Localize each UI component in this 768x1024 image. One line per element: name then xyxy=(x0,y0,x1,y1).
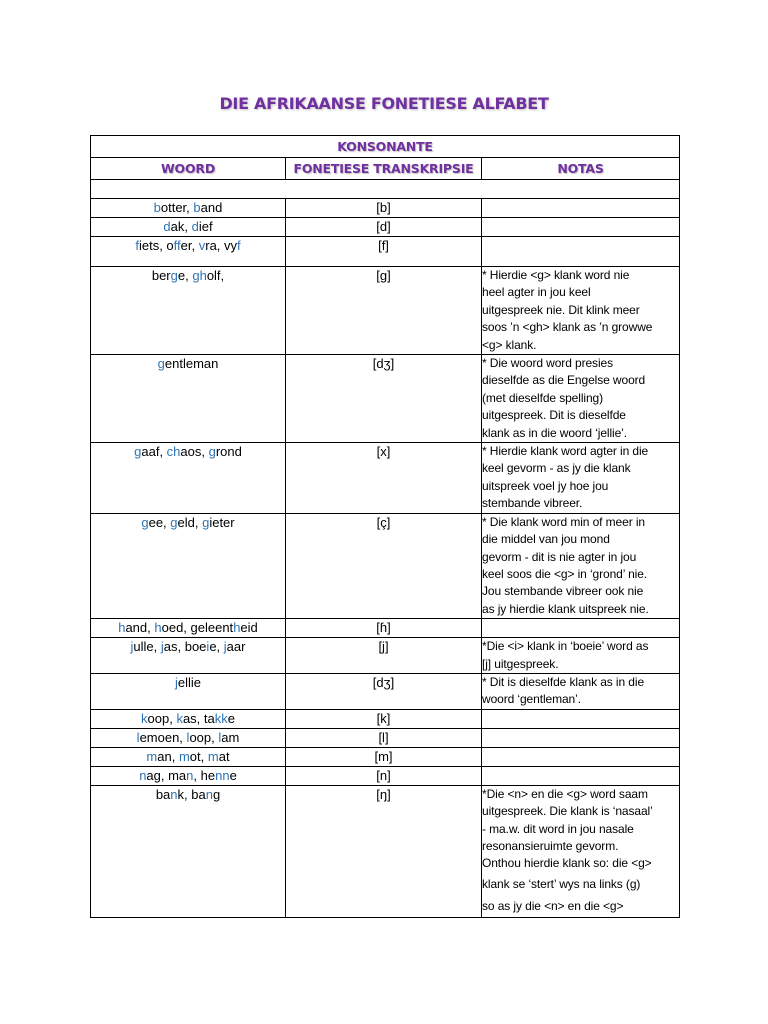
notes-cell xyxy=(482,218,680,237)
note-line: dieselfde as die Engelse woord xyxy=(482,373,646,388)
note-line: * Dit is dieselfde klank as in die xyxy=(482,674,645,689)
highlighted-letters: g xyxy=(208,444,216,460)
word-text: e, xyxy=(209,639,224,655)
table-body xyxy=(91,199,680,918)
word-text: k, ba xyxy=(177,786,206,802)
word-text: as, ta xyxy=(182,710,215,726)
note-line: Jou stembande vibreer ook nie xyxy=(482,584,644,599)
note-line: * Die woord word presies xyxy=(482,356,613,371)
transcription-cell: [j] xyxy=(286,638,482,674)
highlighted-letters: h xyxy=(233,620,241,636)
word-text: as, boe xyxy=(163,639,207,655)
word-text: ag, ma xyxy=(146,767,187,783)
notes-cell xyxy=(482,237,680,267)
note-line: stembande vibreer. xyxy=(482,496,583,511)
transcription-cell: [f] xyxy=(286,237,482,267)
word-text: oed, geleent xyxy=(161,620,234,636)
highlighted-letters: kk xyxy=(214,710,228,726)
table-row xyxy=(91,638,680,674)
transcription-cell: [x] xyxy=(286,443,482,514)
highlighted-letters: m xyxy=(178,748,190,764)
word-text: , he xyxy=(193,767,216,783)
note-line: Onthou hierdie klank so: die <g> xyxy=(482,856,652,871)
note-line: * Hierdie <g> klank word nie xyxy=(482,268,630,282)
table-row xyxy=(91,673,680,709)
highlighted-letters: b xyxy=(153,200,161,215)
notes-cell xyxy=(482,785,680,917)
note-line: uitgespreek. Die klank is ‘nasaal’ xyxy=(482,804,653,819)
notes-cell xyxy=(482,673,680,709)
transcription-cell: [ɦ] xyxy=(286,619,482,638)
highlighted-letters: n xyxy=(170,786,178,802)
word-text: an, xyxy=(157,748,179,764)
notes-cell xyxy=(482,619,680,638)
transcription-cell: [dʒ] xyxy=(286,355,482,443)
table-row xyxy=(91,199,680,218)
word-text: emoen, xyxy=(139,729,187,745)
highlighted-letters: h xyxy=(154,620,162,636)
note-line: uitgespreek nie. Dit klink meer xyxy=(482,302,640,317)
highlighted-letters: g xyxy=(170,514,178,530)
word-cell xyxy=(91,619,286,638)
word-text: ra, vy xyxy=(205,238,238,253)
note-line: *Die <i> klank in ‘boeie’ word as xyxy=(482,639,649,654)
word-text: ellie xyxy=(177,674,201,690)
transcription-cell: [k] xyxy=(286,709,482,728)
spacer-cell xyxy=(91,180,680,199)
word-text: oop, xyxy=(147,710,177,726)
note-line: as jy hierdie klank uitspreek nie. xyxy=(482,601,649,616)
word-text: otter, xyxy=(160,200,194,215)
word-cell xyxy=(91,709,286,728)
highlighted-letters: ff xyxy=(173,238,181,253)
table-row xyxy=(91,728,680,747)
word-cell xyxy=(91,638,286,674)
word-text: at xyxy=(218,748,230,764)
word-text: ief xyxy=(198,219,213,234)
table-row xyxy=(91,709,680,728)
word-text: oop, xyxy=(189,729,219,745)
word-cell xyxy=(91,513,286,618)
highlighted-letters: g xyxy=(202,514,210,530)
word-text: am xyxy=(221,729,240,745)
table-row xyxy=(91,443,680,514)
note-line: resonansieruimte gevorm. xyxy=(482,838,619,853)
table-row xyxy=(91,766,680,785)
note-line: (met dieselfde spelling) xyxy=(482,390,603,405)
highlighted-letters: n xyxy=(139,767,147,783)
notes-cell xyxy=(482,267,680,355)
note-line: klank se ‘stert’ wys na links (ɡ) xyxy=(482,876,641,891)
word-cell xyxy=(91,673,286,709)
word-text: ot, xyxy=(189,748,208,764)
highlighted-letters: j xyxy=(174,674,178,690)
word-cell xyxy=(91,237,286,267)
highlighted-letters: f xyxy=(237,238,241,253)
word-cell xyxy=(91,747,286,766)
notes-cell xyxy=(482,513,680,618)
highlighted-letters: d xyxy=(191,219,199,234)
note-line: uitspreek voel jy hoe jou xyxy=(482,478,609,493)
transcription-cell: [ŋ] xyxy=(286,785,482,917)
note-line: gevorm - dit is nie agter in jou xyxy=(482,549,637,564)
consonant-table xyxy=(90,135,680,918)
highlighted-letters: l xyxy=(186,729,190,745)
highlighted-letters: b xyxy=(193,200,201,215)
transcription-cell: [b] xyxy=(286,199,482,218)
word-text: and, xyxy=(125,620,155,636)
spacer-row xyxy=(91,180,680,199)
transcription-cell: [d] xyxy=(286,218,482,237)
highlighted-letters: g xyxy=(134,444,142,460)
highlighted-letters: g xyxy=(192,268,200,283)
word-cell xyxy=(91,443,286,514)
notes-cell xyxy=(482,443,680,514)
transcription-cell: [n] xyxy=(286,766,482,785)
word-text: olf, xyxy=(206,268,225,283)
note-line: klank as in die woord ‘jellie’. xyxy=(482,425,627,440)
table-row xyxy=(91,513,680,618)
table-row xyxy=(91,747,680,766)
word-text: ieter xyxy=(209,514,235,530)
table-row xyxy=(91,218,680,237)
highlighted-letters: f xyxy=(135,238,139,253)
highlighted-letters: m xyxy=(207,748,219,764)
word-text: and xyxy=(200,200,223,215)
highlighted-letters: l xyxy=(136,729,140,745)
highlighted-letters: j xyxy=(160,639,164,655)
transcription-cell: [m] xyxy=(286,747,482,766)
column-header-word: WOORD xyxy=(91,158,286,180)
word-text: er, xyxy=(180,238,199,253)
word-text: ber xyxy=(151,268,171,283)
note-line: - ma.w. dit word in jou nasale xyxy=(482,821,634,836)
highlighted-letters: h xyxy=(199,268,207,283)
note-line: heel agter in jou keel xyxy=(482,285,591,300)
word-cell xyxy=(91,218,286,237)
highlighted-letters: g xyxy=(170,268,178,283)
notes-cell xyxy=(482,766,680,785)
note-line: die middel van jou mond xyxy=(482,532,610,547)
word-text: e, xyxy=(177,268,193,283)
notes-cell xyxy=(482,728,680,747)
transcription-cell: [dʒ] xyxy=(286,673,482,709)
highlighted-letters: d xyxy=(163,219,171,234)
column-header-notes: NOTAS xyxy=(482,158,680,180)
note-line: soos ’n <gh> klank as ’n growwe xyxy=(482,320,653,335)
highlighted-letters: nn xyxy=(215,767,230,783)
table-row xyxy=(91,355,680,443)
column-header-transcription: FONETIESE TRANSKRIPSIE xyxy=(286,158,482,180)
table-row xyxy=(91,619,680,638)
word-text: entleman xyxy=(164,356,219,372)
word-text: rond xyxy=(215,444,242,460)
word-text: aaf, xyxy=(141,444,167,460)
word-text: aos, xyxy=(180,444,209,460)
highlighted-letters: g xyxy=(141,514,149,530)
note-line: * Hierdie klank word agter in die xyxy=(482,444,649,459)
transcription-cell: [g] xyxy=(286,267,482,355)
highlighted-letters: l xyxy=(218,729,222,745)
note-line: *Die <n> en die <g> word saam xyxy=(482,786,648,801)
word-text: iets, o xyxy=(138,238,174,253)
table-row xyxy=(91,237,680,267)
highlighted-letters: m xyxy=(146,748,158,764)
word-text: ba xyxy=(155,786,171,802)
highlighted-letters: h xyxy=(118,620,126,636)
word-cell xyxy=(91,355,286,443)
transcription-cell: [ç] xyxy=(286,513,482,618)
highlighted-letters: v xyxy=(198,238,206,253)
word-text: ee, xyxy=(148,514,171,530)
highlighted-letters: i xyxy=(206,639,210,655)
notes-cell xyxy=(482,709,680,728)
table-row xyxy=(91,785,680,917)
word-cell xyxy=(91,785,286,917)
note-line: uitgespreek. Dit is dieselfde xyxy=(482,408,626,423)
word-text: g xyxy=(212,786,221,802)
page-title: DIE AFRIKAANSE FONETIESE ALFABET xyxy=(219,94,549,113)
note-line: woord ‘gentleman’. xyxy=(482,692,581,707)
word-text: e xyxy=(227,710,235,726)
word-text: aar xyxy=(226,639,246,655)
highlighted-letters: n xyxy=(186,767,194,783)
note-line: so as jy die <n> en die <g> xyxy=(482,898,624,913)
word-text: eld, xyxy=(177,514,203,530)
note-line: * Die klank word min of meer in xyxy=(482,514,645,529)
note-line: keel gevorm - as jy die klank xyxy=(482,461,631,476)
highlighted-letters: ch xyxy=(166,444,181,460)
word-text: ulle, xyxy=(133,639,161,655)
notes-cell xyxy=(482,638,680,674)
highlighted-letters: g xyxy=(157,356,165,372)
highlighted-letters: k xyxy=(141,710,148,726)
highlighted-letters: k xyxy=(176,710,183,726)
note-line: <g> klank. xyxy=(482,337,537,352)
highlighted-letters: n xyxy=(205,786,213,802)
table-row xyxy=(91,267,680,355)
notes-cell xyxy=(482,355,680,443)
highlighted-letters: j xyxy=(130,639,134,655)
word-text: eid xyxy=(240,620,258,636)
section-heading: KONSONANTE xyxy=(91,136,680,158)
notes-cell xyxy=(482,747,680,766)
notes-cell xyxy=(482,199,680,218)
word-text: e xyxy=(229,767,237,783)
note-line: [j] uitgespreek. xyxy=(482,656,559,671)
word-cell xyxy=(91,728,286,747)
word-cell xyxy=(91,199,286,218)
word-cell xyxy=(91,267,286,355)
highlighted-letters: j xyxy=(223,639,227,655)
transcription-cell: [l] xyxy=(286,728,482,747)
word-text: ak, xyxy=(170,219,192,234)
note-line: keel soos die <g> in ‘grond’ nie. xyxy=(482,566,648,581)
word-cell xyxy=(91,766,286,785)
